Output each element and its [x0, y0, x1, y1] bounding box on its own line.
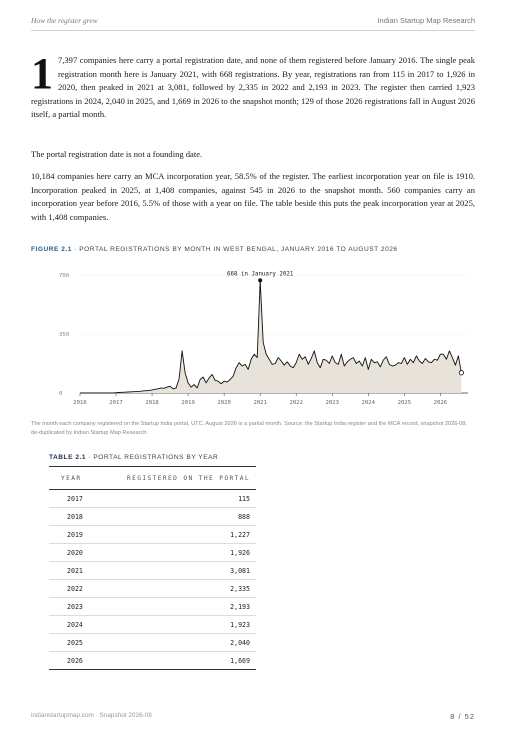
table-row: [49, 634, 256, 652]
registrations-table: [49, 466, 256, 670]
publication-name: Indian Startup Map Research: [377, 16, 475, 25]
y-tick-label: 0: [59, 391, 63, 397]
row-year: 2024: [49, 616, 93, 634]
row-year: 2018: [49, 508, 93, 526]
table-row: [49, 544, 256, 562]
row-year: 2026: [49, 652, 93, 670]
table-header-row: [49, 467, 256, 490]
registrations-chart: [31, 262, 475, 414]
incorporation-paragraph: 10,184 companies here carry an MCA incorporation year, 58.5% of the register. The earliest incorporation year on file is 1910. Incorporation peaked in 2025, at 1,408 companies, against 545 in 2026 to the snapshot month. 560 companies carry an incorporation year before 2016, 5.5% of those with a year on file. The table beside this puts the peak incorporation year at 2025, with 1,408 companies.: [31, 171, 475, 222]
table-row: [49, 652, 256, 670]
drop-cap: 1: [31, 49, 53, 98]
col-year-header: YEAR: [49, 467, 93, 490]
table-row: [49, 508, 256, 526]
peak-annotation: 668 in January 2021: [227, 271, 294, 278]
peak-point: [258, 278, 262, 282]
y-tick-label: 700: [59, 273, 70, 279]
row-value: 115: [93, 490, 256, 508]
table-label: TABLE 2.1: [49, 454, 86, 461]
table-title: · PORTAL REGISTRATIONS BY YEAR: [86, 454, 219, 461]
x-tick-label: 2024: [361, 400, 376, 406]
figure-note: The month each company registered on the Startup India portal, UTC. August 2026 is a partial month. Source: the Startup India register and the MCA record, snapshot 2026-08, de-duplicated by Indian Startup Map Research.: [31, 421, 467, 436]
x-tick-label: 2023: [325, 400, 340, 406]
row-year: 2022: [49, 580, 93, 598]
footer-source: indianstartupmap.com · Snapshot 2026-08: [31, 712, 152, 719]
x-tick-label: 2019: [181, 400, 195, 406]
row-year: 2021: [49, 562, 93, 580]
table-row: [49, 490, 256, 508]
y-tick-label: 350: [59, 332, 70, 338]
series-area: [80, 280, 461, 393]
header-rule: [31, 30, 475, 31]
x-tick-label: 2026: [433, 400, 448, 406]
row-year: 2020: [49, 544, 93, 562]
figure-caption: [31, 246, 475, 253]
x-tick-label: 2020: [217, 400, 231, 406]
table-row: [49, 580, 256, 598]
table-row: [49, 616, 256, 634]
registration-note-paragraph: The portal registration date is not a founding date.: [31, 149, 203, 159]
row-value: 2,193: [93, 598, 256, 616]
x-tick-label: 2022: [289, 400, 303, 406]
row-year: 2017: [49, 490, 93, 508]
row-year: 2019: [49, 526, 93, 544]
row-value: 1,923: [93, 616, 256, 634]
row-value: 1,227: [93, 526, 256, 544]
table-caption: [49, 454, 218, 461]
x-tick-label: 2025: [397, 400, 412, 406]
table-row: [49, 562, 256, 580]
row-year: 2025: [49, 634, 93, 652]
page-footer: [31, 712, 475, 719]
x-tick-label: 2016: [73, 400, 87, 406]
row-value: 1,669: [93, 652, 256, 670]
table-row: [49, 526, 256, 544]
row-value: 2,040: [93, 634, 256, 652]
running-header: [31, 16, 475, 30]
row-value: 1,926: [93, 544, 256, 562]
section-title: How the register grew: [31, 16, 98, 25]
row-value: 3,081: [93, 562, 256, 580]
table-row: [49, 598, 256, 616]
x-tick-label: 2017: [109, 400, 123, 406]
figure-label: FIGURE 2.1: [31, 246, 72, 253]
x-tick-label: 2021: [253, 400, 267, 406]
intro-paragraph: [31, 49, 475, 122]
page-number: 8 / 52: [450, 712, 475, 721]
intro-paragraph-text: 7,397 companies here carry a portal registration date, and none of them registered before January 2016. The single peak registration month here is January 2021, with 668 registrations. By year, registrations ran from 115 in 2017 to 1,926 in 2020, then peaked in 2021 at 3,081, followed by 2,335 in 2022 and 2,193 in 2023. The register then carried 1,923 registrations in 2024, 2,040 in 2025, and 1,669 in 2026 to the snapshot month; 129 of those 2026 registrations fall in August 2026 itself, a partial month.: [31, 55, 475, 120]
last-point: [459, 371, 463, 375]
x-tick-label: 2018: [145, 400, 159, 406]
row-value: 2,335: [93, 580, 256, 598]
col-registered-header: REGISTERED ON THE PORTAL: [93, 467, 256, 490]
figure-title: · PORTAL REGISTRATIONS BY MONTH IN WEST BENGAL, JANUARY 2016 TO AUGUST 2026: [71, 246, 398, 253]
row-year: 2023: [49, 598, 93, 616]
row-value: 888: [93, 508, 256, 526]
